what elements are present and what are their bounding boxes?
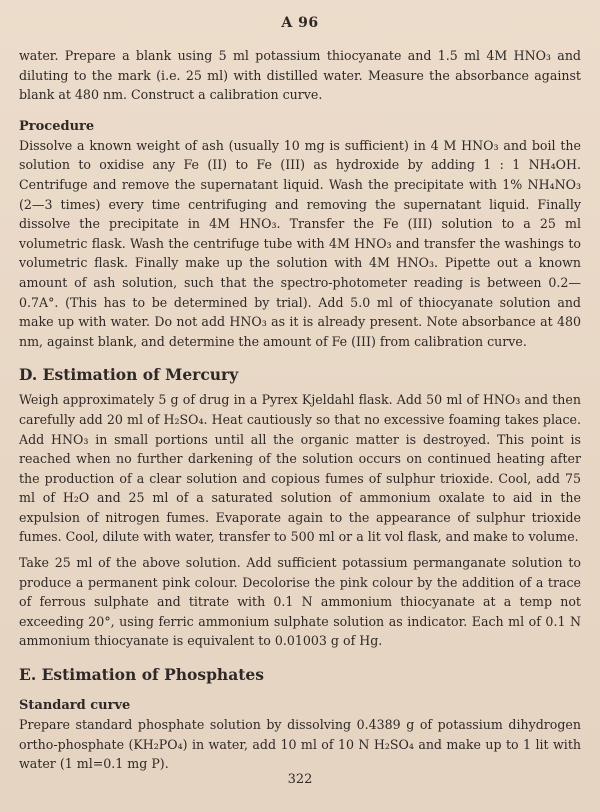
mercury-paragraph-2: Take 25 ml of the above solution. Add sufficient potassium permanganate solution to produce a permanent pink colour. Decolorise the pink colour by the addition of a trace of ferrous sulphate and titrate with 0.1 N ammonium thiocyanate at a temp not exceeding 20°, using ferric ammonium sulphate solution as indicator. Each ml of 0.1 N ammonium thiocyanate is equivalent to 0.01003 g of Hg. [19, 555, 581, 649]
mercury-paragraph-1: Weigh approximately 5 g of drug in a Pyrex Kjeldahl flask. Add 50 ml of HNO₃ and then carefully add 20 ml of H₂SO₄. Heat cautiously so that no excessive foaming takes place. Add HNO₃ in small portions until all the organic matter is destroyed. This point is reached when no further darkening of the solution occurs on continued heating after the production of a clear solution and copious fumes of sulphur trioxide. Cool, add 75 ml of H₂O and 25 ml of a saturated solution of ammonium oxalate to aid in the expulsion of nitrogen fumes. Evaporate again to the appearance of sulphur trioxide fumes. Cool, dilute with water, transfer to 500 ml or a lit vol flask, and make to volume. [19, 392, 581, 545]
intro-paragraph: water. Prepare a blank using 5 ml potassium thiocyanate and 1.5 ml 4M HNO₃ and diluting to the mark (i.e. 25 ml) with distilled water. Measure the absorbance against blank at 480 nm. Construct a calibration curve. [19, 48, 581, 103]
running-header: A 96 [281, 15, 319, 31]
phosphates-heading: E. Estimation of Phosphates [19, 665, 264, 685]
page-number: 322 [287, 772, 313, 787]
standard-curve-heading: Standard curve [19, 698, 131, 714]
standard-curve-paragraph: Prepare standard phosphate solution by dissolving 0.4389 g of potassium dihydrogen ortho-phosphate (KH₂PO₄) in water, add 10 ml of 10 N H₂SO₄ and make up to 1 lit with water (1 ml=0.1 mg P). [19, 717, 581, 772]
page-body [19, 46, 581, 774]
procedure-paragraph: Dissolve a known weight of ash (usually 10 mg is sufficient) in 4 M HNO₃ and boil the solution to oxidise any Fe (II) to Fe (III) as hydroxide by adding 1 : 1 NH₄OH. Centrifuge and remove the supernatant liquid. Wash the precipitate with 1% NH₄NO₃ (2—3 times) every time centrifuging and removing the supernatant liquid. Finally dissolve the precipitate in 4M HNO₃. Transfer the Fe (III) solution to a 25 ml volumetric flask. Wash the centrifuge tube with 4M HNO₃ and transfer the washings to volumetric flask. Finally make up the solution with 4M HNO₃. Pipette out a known amount of ash solution, such that the spectro-photometer reading is between 0.2—0.7A°. (This has to be determined by trial). Add 5.0 ml of thiocyanate solution and make up with water. Do not add HNO₃ as it is already present. Note absorbance at 480 nm, against blank, and determine the amount of Fe (III) from calibration curve. [19, 137, 581, 349]
procedure-heading: Procedure [19, 118, 95, 134]
mercury-heading: D. Estimation of Mercury [19, 365, 239, 385]
